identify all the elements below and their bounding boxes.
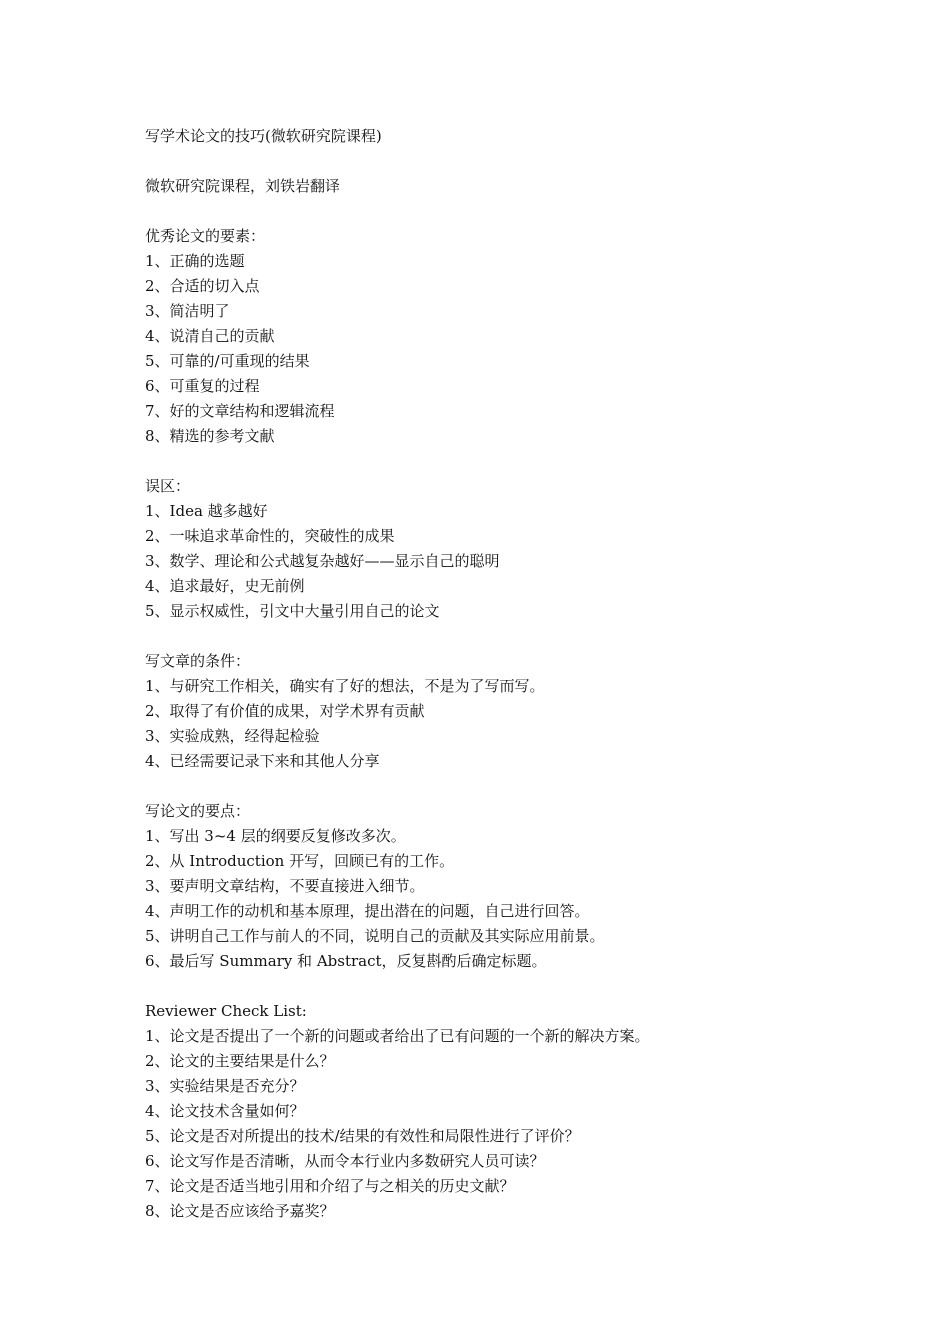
list-item: 3、实验结果是否充分？ xyxy=(145,1077,305,1095)
list-item: 3、数学、理论和公式越复杂越好——显示自己的聪明 xyxy=(145,552,500,570)
spacer xyxy=(145,774,905,799)
list-item: 3、简洁明了 xyxy=(145,302,230,320)
list-item: 4、声明工作的动机和基本原理，提出潜在的问题，自己进行回答。 xyxy=(145,902,590,920)
list-item: 1、正确的选题 xyxy=(145,252,245,270)
list-item: 2、取得了有价值的成果，对学术界有贡献 xyxy=(145,702,425,720)
section-heading: 优秀论文的要素： xyxy=(145,227,266,245)
document-subtitle: 微软研究院课程，刘铁岩翻译 xyxy=(145,177,341,195)
list-item: 4、已经需要记录下来和其他人分享 xyxy=(145,752,380,770)
spacer xyxy=(145,624,905,649)
list-item: 6、可重复的过程 xyxy=(145,377,260,395)
section-heading: 写文章的条件： xyxy=(145,652,251,670)
list-item: 1、写出 3~4 层的纲要反复修改多次。 xyxy=(145,827,406,845)
list-item: 7、好的文章结构和逻辑流程 xyxy=(145,402,335,420)
spacer xyxy=(145,974,905,999)
document-body xyxy=(145,124,905,1224)
spacer xyxy=(145,149,905,174)
list-item: 2、一味追求革命性的，突破性的成果 xyxy=(145,527,395,545)
list-item: 5、可靠的/可重现的结果 xyxy=(145,352,310,370)
list-item: 5、显示权威性，引文中大量引用自己的论文 xyxy=(145,602,440,620)
list-item: 4、论文技术含量如何？ xyxy=(145,1102,305,1120)
section-heading: 写论文的要点： xyxy=(145,802,251,820)
section-heading: Reviewer Check List: xyxy=(145,1002,307,1020)
list-item: 2、论文的主要结果是什么？ xyxy=(145,1052,335,1070)
list-item: 8、精选的参考文献 xyxy=(145,427,275,445)
list-item: 2、合适的切入点 xyxy=(145,277,260,295)
list-item: 3、要声明文章结构，不要直接进入细节。 xyxy=(145,877,425,895)
list-item: 5、讲明自己工作与前人的不同，说明自己的贡献及其实际应用前景。 xyxy=(145,927,605,945)
list-item: 1、Idea 越多越好 xyxy=(145,502,268,520)
section-heading: 误区： xyxy=(145,477,191,495)
sections-container xyxy=(145,224,905,1224)
spacer xyxy=(145,449,905,474)
list-item: 1、论文是否提出了一个新的问题或者给出了已有问题的一个新的解决方案。 xyxy=(145,1027,650,1045)
list-item: 7、论文是否适当地引用和介绍了与之相关的历史文献？ xyxy=(145,1177,515,1195)
list-item: 1、与研究工作相关，确实有了好的想法，不是为了写而写。 xyxy=(145,677,545,695)
list-item: 2、从 Introduction 开写，回顾已有的工作。 xyxy=(145,852,455,870)
list-item: 3、实验成熟，经得起检验 xyxy=(145,727,320,745)
list-item: 6、论文写作是否清晰，从而令本行业内多数研究人员可读？ xyxy=(145,1152,545,1170)
list-item: 5、论文是否对所提出的技术/结果的有效性和局限性进行了评价？ xyxy=(145,1127,580,1145)
list-item: 8、论文是否应该给予嘉奖？ xyxy=(145,1202,335,1220)
list-item: 4、说清自己的贡献 xyxy=(145,327,275,345)
list-item: 6、最后写 Summary 和 Abstract，反复斟酌后确定标题。 xyxy=(145,952,547,970)
document-title: 写学术论文的技巧(微软研究院课程) xyxy=(145,127,382,145)
spacer xyxy=(145,199,905,224)
list-item: 4、追求最好，史无前例 xyxy=(145,577,305,595)
